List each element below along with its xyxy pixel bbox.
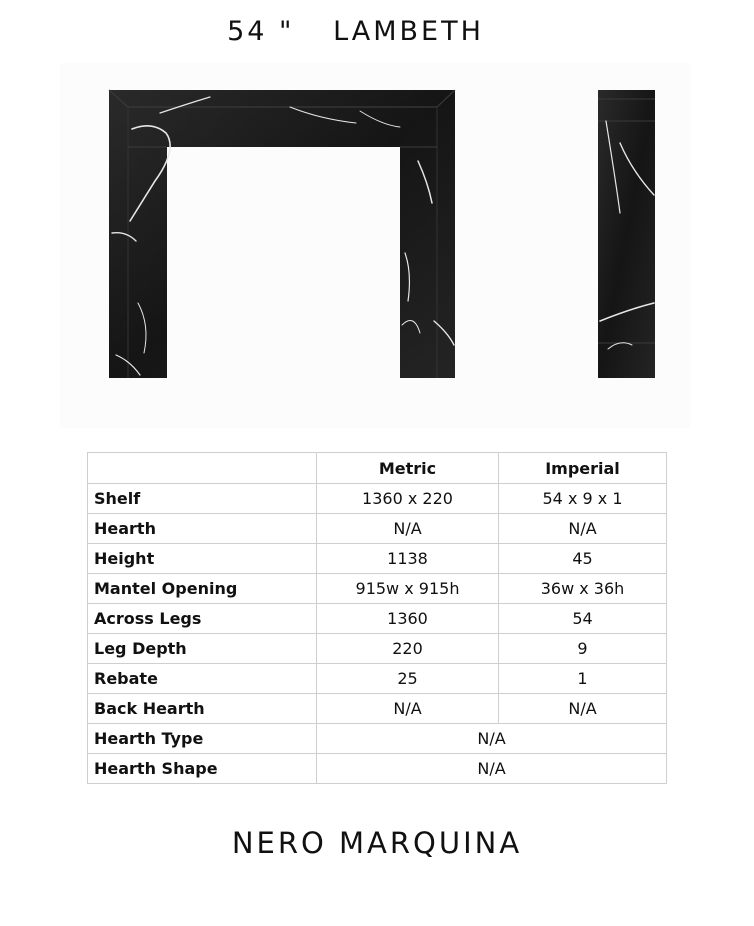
metric-value: 1360 [317, 604, 499, 634]
metric-value: 220 [317, 634, 499, 664]
metric-value: 1360 x 220 [317, 484, 499, 514]
table-row [88, 604, 667, 634]
specification-table [87, 452, 667, 784]
product-title [0, 16, 754, 56]
merged-value: N/A [317, 754, 667, 784]
merged-value: N/A [317, 724, 667, 754]
row-label: Hearth Shape [88, 754, 317, 784]
row-label: Back Hearth [88, 694, 317, 724]
column-header-metric: Metric [317, 453, 499, 484]
imperial-value: 54 [499, 604, 667, 634]
table-row [88, 484, 667, 514]
row-label: Mantel Opening [88, 574, 317, 604]
metric-value: 1138 [317, 544, 499, 574]
imperial-value: 36w x 36h [499, 574, 667, 604]
table-row [88, 544, 667, 574]
imperial-value: 54 x 9 x 1 [499, 484, 667, 514]
corner-cell [88, 453, 317, 484]
column-header-imperial: Imperial [499, 453, 667, 484]
metric-value: 915w x 915h [317, 574, 499, 604]
imperial-value: N/A [499, 514, 667, 544]
row-label: Across Legs [88, 604, 317, 634]
fireplace-front-view [109, 90, 455, 378]
finish-name: NERO MARQUINA [231, 826, 523, 860]
row-label: Leg Depth [88, 634, 317, 664]
row-label: Hearth Type [88, 724, 317, 754]
table-row [88, 514, 667, 544]
table-row [88, 754, 667, 784]
table-row [88, 694, 667, 724]
imperial-value: 1 [499, 664, 667, 694]
fireplace-side-view [598, 90, 655, 378]
row-label: Hearth [88, 514, 317, 544]
metric-value: N/A [317, 694, 499, 724]
table-row [88, 574, 667, 604]
row-label: Rebate [88, 664, 317, 694]
table-row [88, 664, 667, 694]
product-name: LAMBETH [333, 16, 484, 47]
row-label: Height [88, 544, 317, 574]
row-label: Shelf [88, 484, 317, 514]
product-images [60, 63, 690, 428]
table-row [88, 724, 667, 754]
imperial-value: 9 [499, 634, 667, 664]
table-header-row [88, 453, 667, 484]
product-size: 54 " [227, 16, 295, 47]
metric-value: N/A [317, 514, 499, 544]
table-row [88, 634, 667, 664]
metric-value: 25 [317, 664, 499, 694]
imperial-value: N/A [499, 694, 667, 724]
imperial-value: 45 [499, 544, 667, 574]
